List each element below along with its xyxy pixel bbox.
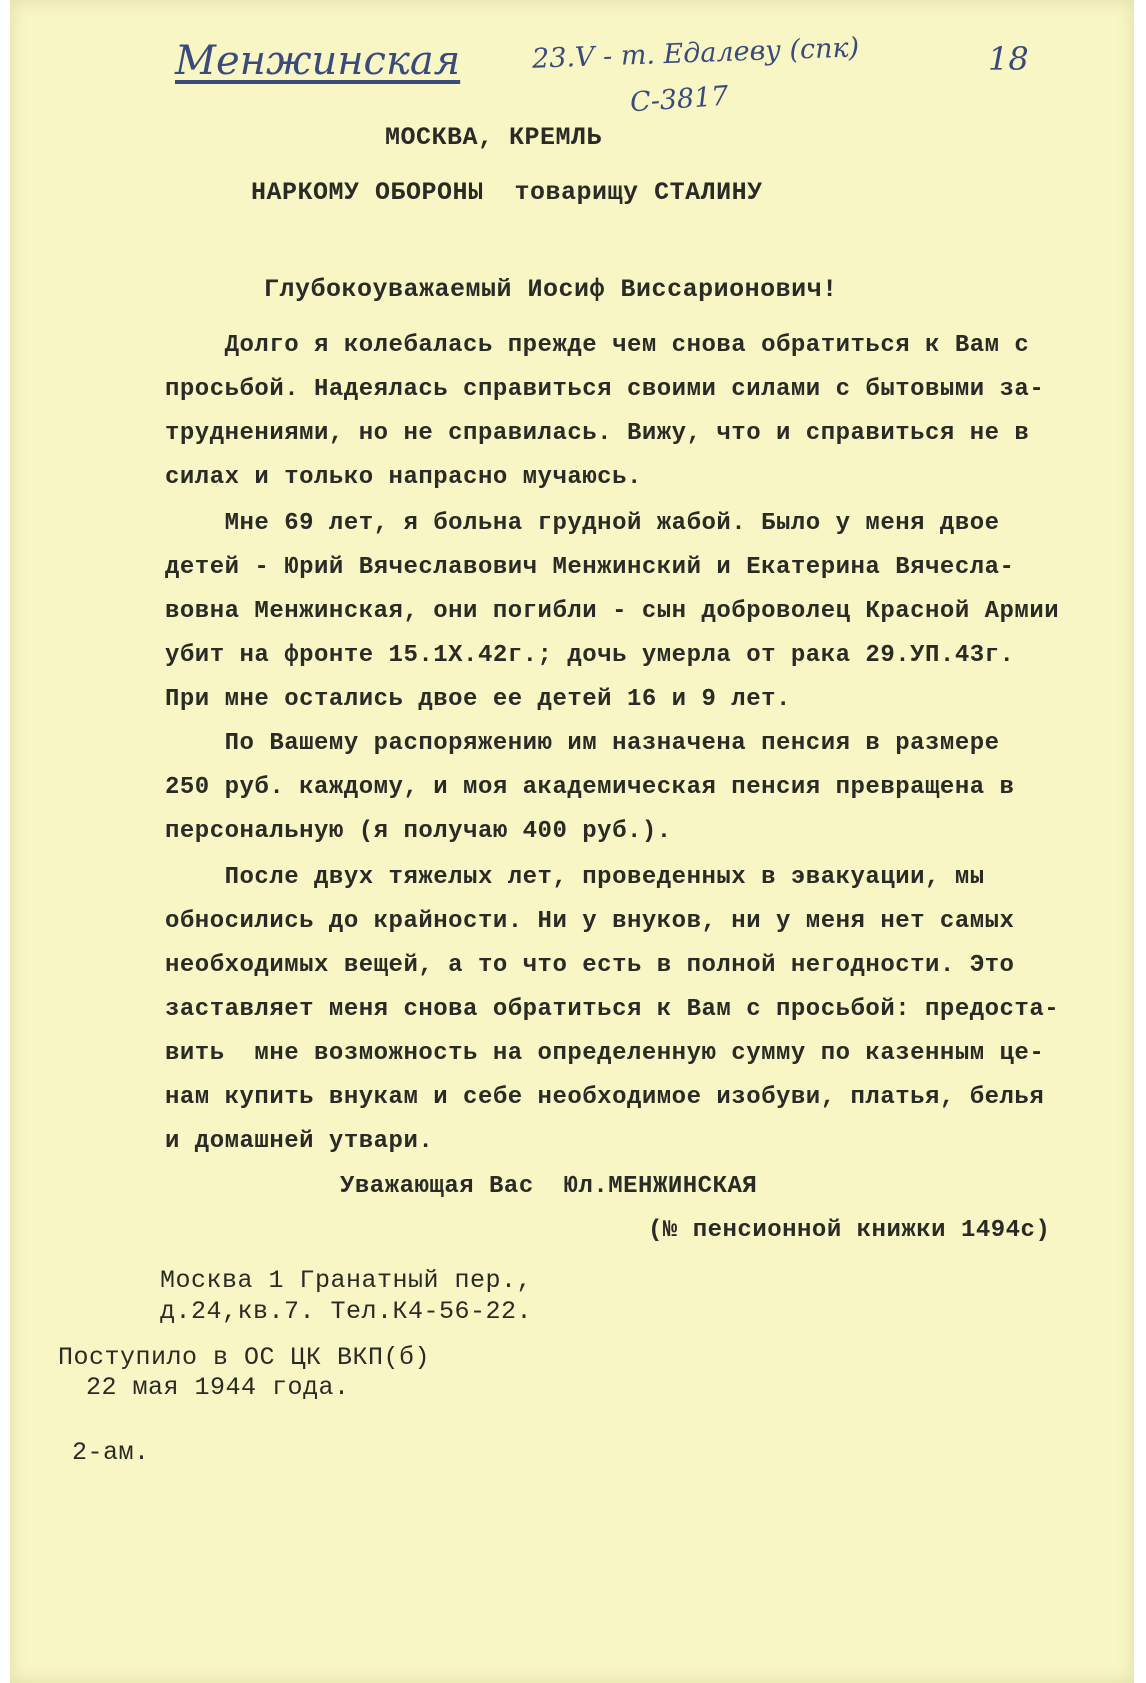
scan-margin (0, 0, 10, 1683)
received-date: 22 мая 1944 года. (86, 1373, 350, 1402)
received-line1: Поступило в ОС ЦК ВКП(б) (58, 1343, 431, 1372)
handwritten-name-note: Менжинская (175, 38, 461, 84)
sender-address-line2: д.24,кв.7. Тел.К4-56-22. (160, 1297, 533, 1326)
body-line: необходимых вещей, а то что есть в полной негодности. Это (165, 952, 1015, 979)
body-line: и домашней утвари. (165, 1128, 434, 1155)
body-line: персональную (я получаю 400 руб.). (165, 818, 672, 845)
recipient-heading: НАРКОМУ ОБОРОНЫ товарищу СТАЛИНУ (251, 178, 763, 207)
handwritten-registration-number: С-3817 (629, 80, 730, 119)
pension-book-note: (№ пенсионной книжки 1494с) (648, 1217, 1051, 1244)
body-line: детей - Юрий Вячеславович Менжинский и Екатерина Вячесла- (165, 554, 1015, 581)
signoff-line: Уважающая Вас Юл.МЕНЖИНСКАЯ (340, 1173, 758, 1200)
body-line: По Вашему распоряжению им назначена пенсия в размере (165, 730, 1000, 757)
body-line: заставляет меня снова обратиться к Вам с просьбой: предоста- (165, 996, 1060, 1023)
body-line: вить мне возможность на определенную сумму по казенным це- (165, 1040, 1045, 1067)
typist-mark: 2-ам. (72, 1438, 150, 1467)
body-line: 250 руб. каждому, и моя академическая пенсия превращена в (165, 774, 1015, 801)
body-line: обносились до крайности. Ни у внуков, ни у меня нет самых (165, 908, 1015, 935)
body-line: просьбой. Надеялась справиться своими силами с бытовыми за- (165, 376, 1045, 403)
letter-body (165, 332, 1060, 1155)
body-line: Долго я колебалась прежде чем снова обратиться к Вам с (165, 332, 1030, 359)
handwritten-page-number: 18 (988, 40, 1029, 78)
body-line: После двух тяжелых лет, проведенных в эвакуации, мы (165, 864, 985, 891)
handwritten-date-note: 23.V - т. Едалеву (спк) (531, 32, 860, 75)
body-line: убит на фронте 15.1Х.42г.; дочь умерла от рака 29.УП.43г. (165, 642, 1015, 669)
body-line: При мне остались двое ее детей 16 и 9 лет. (165, 686, 791, 713)
body-line: силах и только напрасно мучаюсь. (165, 464, 642, 491)
salutation: Глубокоуважаемый Иосиф Виссарионович! (264, 275, 838, 304)
body-line: труднениями, но не справилась. Вижу, что и справиться не в (165, 420, 1030, 447)
sender-address-line1: Москва 1 Гранатный пер., (160, 1266, 533, 1295)
body-line: вовна Менжинская, они погибли - сын доброволец Красной Армии (165, 598, 1060, 625)
address-heading: МОСКВА, КРЕМЛЬ (385, 123, 603, 152)
document-page (10, 0, 1134, 1683)
body-line: нам купить внукам и себе необходимое изобуви, платья, белья (165, 1084, 1045, 1111)
body-line: Мне 69 лет, я больна грудной жабой. Было у меня двое (165, 510, 1000, 537)
